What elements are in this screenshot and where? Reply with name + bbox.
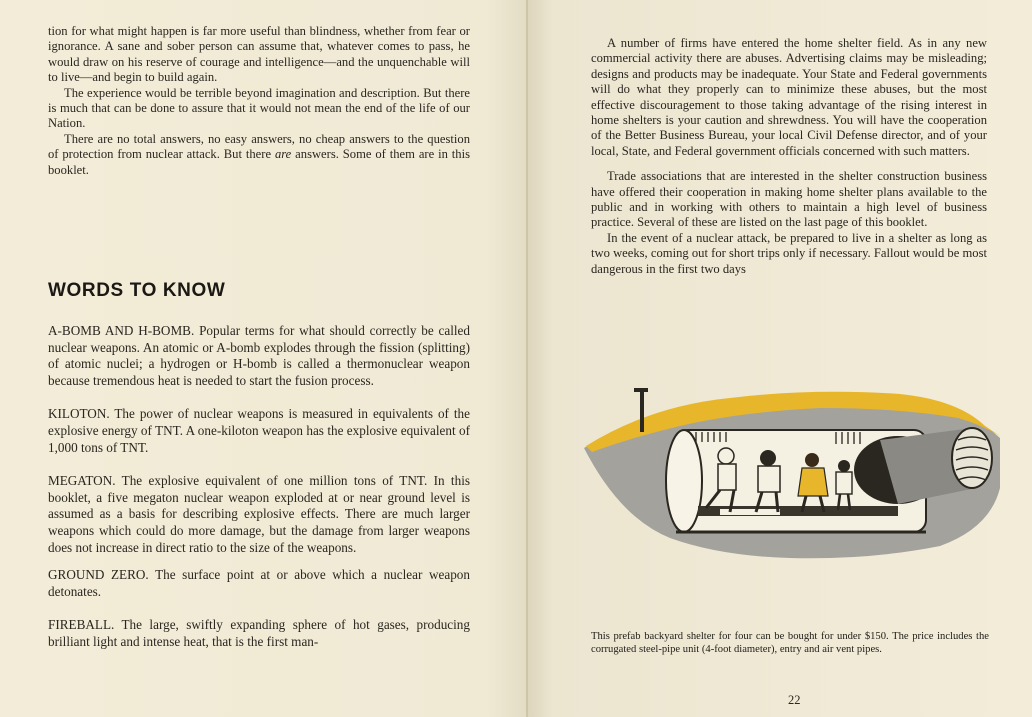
body-paragraph: Trade associations that are interested in the shelter construction business have offered their cooperation in making home shelter plans available to the public and in working with others to maintain a high level of business practice. Several of these are listed on the last page of this booklet. [591, 169, 987, 230]
intro-paragraph-text: There are no total answers, no easy answers, no cheap answers to the question of protection from nuclear attack. But there [48, 131, 470, 162]
air-vent-pipe [640, 390, 644, 432]
emphasis-word: are [274, 147, 292, 162]
glossary-term: GROUND ZERO. [48, 567, 149, 583]
glossary-term: KILOTON. [48, 406, 110, 422]
glossary-definition: The large, swiftly expanding sphere of hot gases, producing brilliant light and intense heat, that is the first man- [48, 617, 470, 649]
glossary-term: A-BOMB AND H-BOMB. [48, 323, 195, 338]
backyard-shelter-illustration [580, 378, 1010, 578]
section-heading: WORDS TO KNOW [48, 280, 226, 301]
intro-paragraph: tion for what might happen is far more useful than blindness, whether from fear or ignorance. A sane and sober person can assume that, whatever comes to pass, he would draw on his reserve of courage and intelligence—and the unquenchable will to live—and begin to build again. [48, 24, 470, 85]
glossary-definition: The surface point at or above which a nuclear weapon detonates. [48, 567, 470, 599]
vent-cap [634, 388, 648, 392]
glossary-definition: Popular terms for what should correctly be called nuclear weapons. An atomic or A-bomb explodes through the fission (splitting) of atomic nuclei; a hydrogen or H-bomb is called a thermonuclear weapon because tremendous heat is needed to start the fusion process. [48, 323, 470, 388]
glossary-term: FIREBALL. [48, 617, 115, 633]
intro-paragraph: The experience would be terrible beyond imagination and description. But there is much that can be done to assure that it would not mean the end of the life of our Nation. [48, 85, 470, 131]
shelter-drawing [580, 378, 1010, 578]
glossary-definition: The power of nuclear weapons is measured in equivalents of the explosive energy of TNT. A one-kiloton weapon has the explosive equivalent of 1,000 tons of TNT. [48, 406, 470, 455]
glossary-entry [48, 567, 470, 600]
glossary-entry [48, 617, 470, 650]
glossary-definition: The explosive equivalent of one million tons of TNT. In this booklet, a five megaton nuclear weapon exploded at or near ground level is assumed as a basis for describing explosive effects. There are much larger weapons which could do more damage, but the damage from larger weapons does not increase in direct ratio to the size of the weapons. [48, 473, 470, 555]
body-paragraph: In the event of a nuclear attack, be prepared to live in a shelter as long as two weeks, coming out for short trips only if necessary. Fallout would be most dangerous in the first two days [591, 230, 987, 276]
intro-text [48, 24, 470, 178]
intro-paragraph [48, 132, 470, 178]
glossary [48, 323, 470, 668]
intro-paragraph-tail: answers. Some of them are in this booklet. [48, 147, 470, 177]
body-text [591, 36, 987, 277]
page-number: 22 [788, 693, 801, 707]
body-paragraph: A number of firms have entered the home shelter field. As in any new commercial activity there are abuses. Advertising claims may be misleading; designs and products may be inadequate. Your State and Federal governments will do what they properly can to minimize these abuses, but the most effective discouragement to those taking advantage of the rising interest in home shelters is your caution and shrewdness. You will have the cooperation of the Better Business Bureau, your local Civil Defense director, and of your local, State, and Federal government officials concerned with such matters. [591, 36, 987, 158]
right-page [528, 0, 1032, 717]
glossary-entry [48, 473, 470, 556]
shelter-back-wall [666, 430, 702, 532]
glossary-entry [48, 323, 470, 389]
glossary-entry [48, 406, 470, 456]
figure-caption: This prefab backyard shelter for four can be bought for under $150. The price includes the corrugated steel-pipe unit (4-foot diameter), entry and air vent pipes. [591, 631, 989, 655]
glossary-term: MEGATON. [48, 473, 116, 489]
